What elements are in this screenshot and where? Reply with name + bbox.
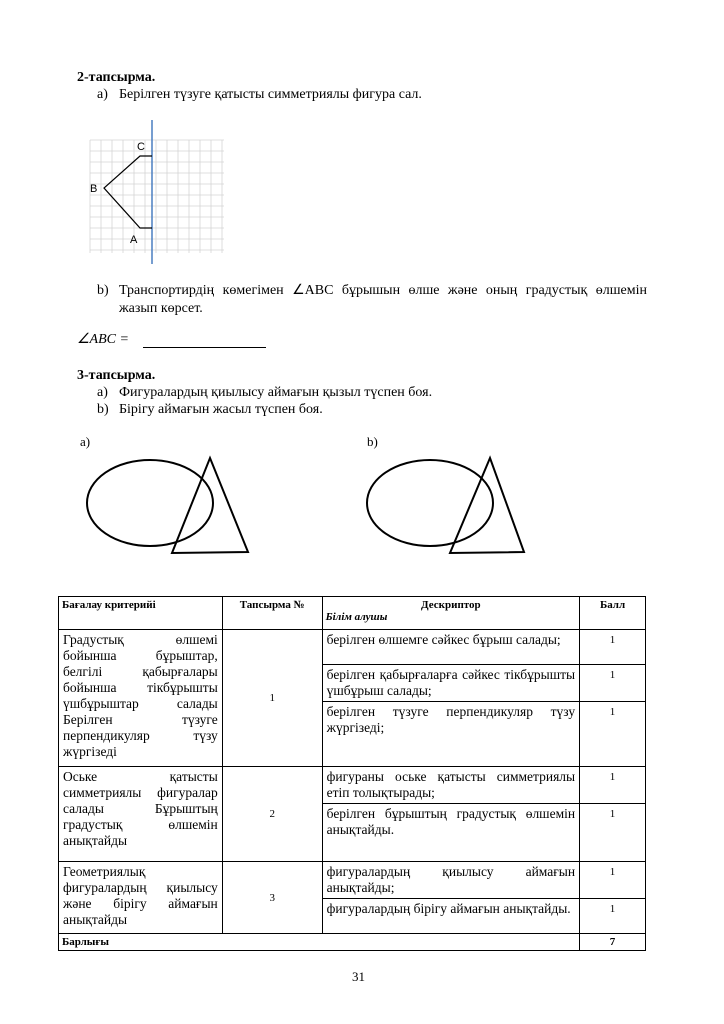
table-total-row [59, 934, 646, 951]
header-criterion: Бағалау критерийі [59, 597, 223, 630]
task2-item-b-marker: b) [97, 283, 109, 298]
score-cell: 1 [580, 767, 646, 804]
total-label-cell: Барлығы [59, 934, 580, 951]
task3-item-a-marker: a) [97, 385, 108, 400]
angle-answer-line [143, 347, 266, 348]
header-score: Балл [580, 597, 646, 630]
task3-item-a-text: Фигуралардың қиылысу аймағын қызыл түспен боя. [119, 385, 433, 400]
task3-item-b [97, 401, 657, 421]
figure-a-label: a) [80, 434, 91, 449]
task2-title: 2-тапсырма. [77, 70, 156, 85]
descriptor-cell: берілген қабырғаларға сәйкес тікбұрышты үшбұрыш салады; [322, 665, 579, 702]
figure-b-label: b) [367, 434, 378, 449]
table-row [59, 862, 646, 899]
table-row [59, 767, 646, 804]
score-cell: 1 [580, 702, 646, 767]
task-number-cell-1: 1 [222, 630, 322, 767]
criterion-cell-3: Геометриялық фигуралардың қиылысу және бірігу аймағын анықтайды [59, 862, 223, 934]
angle-abc-label: ∠ABC = [77, 332, 129, 347]
task2-item-a [97, 86, 657, 106]
task3-item-b-text: Бірігу аймағын жасыл түспен боя. [119, 402, 323, 417]
figure-a-ellipse-triangle [86, 452, 256, 562]
grid-lines [90, 140, 224, 253]
label-a: A [130, 234, 138, 246]
label-b: B [90, 183, 98, 195]
score-cell: 1 [580, 630, 646, 665]
label-c: C [137, 141, 145, 153]
criterion-cell-1: Градустық өлшемі бойынша бұрыштар, белгілі қабырғалары бойынша тікбұрышты үшбұрыштар салады Берілген түзуге перпендикуляр түзу жүргізеді [59, 630, 223, 767]
descriptor-cell: берілген түзуге перпендикуляр түзу жүргізеді; [322, 702, 579, 767]
header-task-no: Тапсырма № [222, 597, 322, 630]
score-cell: 1 [580, 862, 646, 899]
score-cell: 1 [580, 899, 646, 934]
task2-item-b-text: Транспортирдің көмегімен ∠ABC бұрышын өлше және оның градустық өлшемін жазып көрсет. [119, 283, 647, 316]
descriptor-cell: фигуралардың бірігу аймағын анықтайды. [322, 899, 579, 934]
descriptor-cell: фигураны оське қатысты симметриялы етіп толықтырады; [322, 767, 579, 804]
header-descriptor-sub: Білім алушы [325, 611, 388, 623]
table-header-row [59, 597, 646, 630]
figure-b-triangle [450, 458, 524, 553]
score-cell: 1 [580, 665, 646, 702]
task2-item-b [97, 282, 647, 322]
task2-item-a-text: Берілген түзуге қатысты симметриялы фигура сал. [119, 87, 422, 102]
score-cell: 1 [580, 804, 646, 862]
figure-b-ellipse [367, 460, 493, 546]
descriptor-cell: берілген бұрыштың градустық өлшемін анықтайды. [322, 804, 579, 862]
figure-a-ellipse [87, 460, 213, 546]
table-row [59, 630, 646, 665]
figure-b-ellipse-triangle [366, 452, 536, 562]
criterion-cell-2: Оське қатысты симметриялы фигуралар салады Бұрыштың градустық өлшемін анықтайды [59, 767, 223, 862]
task2-item-a-marker: a) [97, 87, 108, 102]
assessment-criteria-table [58, 596, 646, 951]
total-score-cell: 7 [580, 934, 646, 951]
task3-title: 3-тапсырма. [77, 368, 156, 383]
task-number-cell-2: 2 [222, 767, 322, 862]
page-number: 31 [352, 969, 365, 984]
header-descriptor-title: Дескриптор [421, 599, 481, 611]
symmetry-grid-figure [86, 118, 236, 268]
task-number-cell-3: 3 [222, 862, 322, 934]
descriptor-cell: берілген өлшемге сәйкес бұрыш салады; [322, 630, 579, 665]
header-descriptor [322, 597, 579, 630]
descriptor-cell: фигуралардың қиылысу аймағын анықтайды; [322, 862, 579, 899]
task3-item-b-marker: b) [97, 402, 109, 417]
